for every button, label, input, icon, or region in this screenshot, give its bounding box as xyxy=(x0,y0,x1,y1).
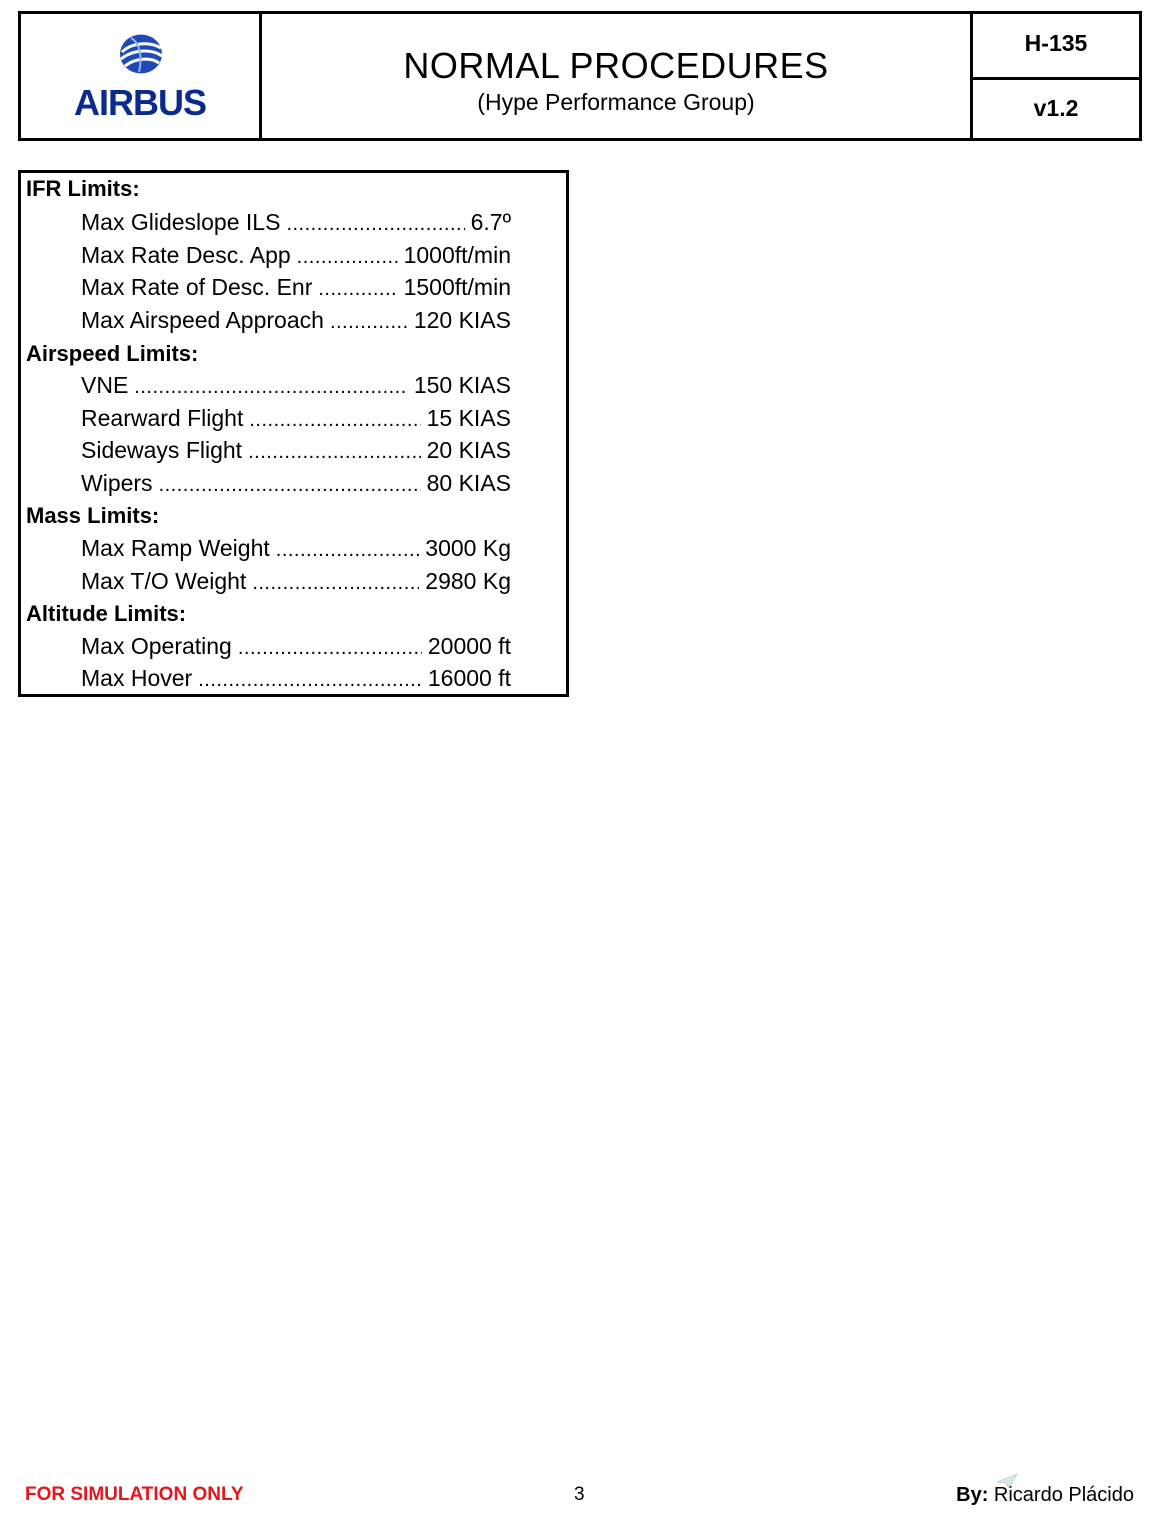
document-header xyxy=(18,11,1142,141)
leader-dots xyxy=(330,311,408,334)
limit-label: Max T/O Weight xyxy=(81,568,247,594)
limit-row xyxy=(81,307,511,334)
leader-dots xyxy=(252,572,419,595)
limit-value: 15 KIAS xyxy=(426,405,511,431)
section-title-altitude: Altitude Limits: xyxy=(26,601,187,626)
leader-dots xyxy=(276,539,420,562)
limit-row xyxy=(81,665,511,692)
limit-value: 150 KIAS xyxy=(413,372,511,398)
limit-row xyxy=(81,568,511,595)
limit-label: Max Hover xyxy=(81,665,193,691)
airbus-logo: AIRBUS xyxy=(73,82,206,123)
logo-cell xyxy=(21,14,262,138)
limit-value: 120 KIAS xyxy=(413,307,511,333)
leader-dots xyxy=(286,213,464,236)
leader-dots xyxy=(238,637,422,660)
leader-dots xyxy=(134,376,408,399)
document-version: v1.2 xyxy=(1033,95,1079,122)
leader-dots xyxy=(159,474,421,497)
limit-row xyxy=(81,633,511,660)
limit-row xyxy=(81,209,511,236)
limit-value: 3000 Kg xyxy=(425,535,511,561)
author-credit xyxy=(956,1484,1134,1507)
limit-row xyxy=(81,274,511,301)
limit-value: 1000ft/min xyxy=(403,242,511,268)
limit-value: 80 KIAS xyxy=(426,470,511,496)
section-title-ifr: IFR Limits: xyxy=(26,176,140,201)
limit-label: Max Rate Desc. App xyxy=(81,242,291,268)
limit-value: 1500ft/min xyxy=(403,274,511,300)
limit-value: 2980 Kg xyxy=(425,568,511,594)
leader-dots xyxy=(249,409,420,432)
limit-row xyxy=(81,470,511,497)
title-cell xyxy=(262,14,973,138)
airbus-globe-icon xyxy=(117,32,165,76)
limit-label: Max Operating xyxy=(81,633,232,659)
limits-table xyxy=(18,170,569,697)
section-title-airspeed: Airspeed Limits: xyxy=(26,341,199,366)
limit-label: Max Ramp Weight xyxy=(81,535,270,561)
page-title: NORMAL PROCEDURES xyxy=(403,45,829,86)
leader-dots xyxy=(318,278,397,301)
by-label: By: xyxy=(956,1484,989,1506)
limit-label: Max Airspeed Approach xyxy=(81,307,324,333)
limit-label: Max Rate of Desc. Enr xyxy=(81,274,313,300)
leader-dots xyxy=(248,441,421,464)
limit-label: Rearward Flight xyxy=(81,405,244,431)
limit-value: 6.7º xyxy=(470,209,511,235)
aircraft-code: H-135 xyxy=(973,14,1139,80)
section-title-mass: Mass Limits: xyxy=(26,503,160,528)
limit-row xyxy=(81,405,511,432)
leader-dots xyxy=(198,669,422,692)
limit-row xyxy=(81,372,511,399)
limit-row xyxy=(81,242,511,269)
limit-row xyxy=(81,535,511,562)
simulation-disclaimer: FOR SIMULATION ONLY xyxy=(25,1484,244,1505)
limit-label: VNE xyxy=(81,372,129,398)
limit-label: Sideways Flight xyxy=(81,437,243,463)
page-number: 3 xyxy=(574,1484,585,1505)
limit-label: Wipers xyxy=(81,470,153,496)
author-name: Ricardo Plácido xyxy=(993,1484,1134,1506)
limit-row xyxy=(81,437,511,464)
id-cell xyxy=(973,14,1139,138)
limit-value: 16000 ft xyxy=(427,665,511,691)
limit-value: 20 KIAS xyxy=(426,437,511,463)
limit-value: 20000 ft xyxy=(427,633,511,659)
limit-label: Max Glideslope ILS xyxy=(81,209,281,235)
page-subtitle: (Hype Performance Group) xyxy=(477,89,755,115)
leader-dots xyxy=(297,246,398,269)
